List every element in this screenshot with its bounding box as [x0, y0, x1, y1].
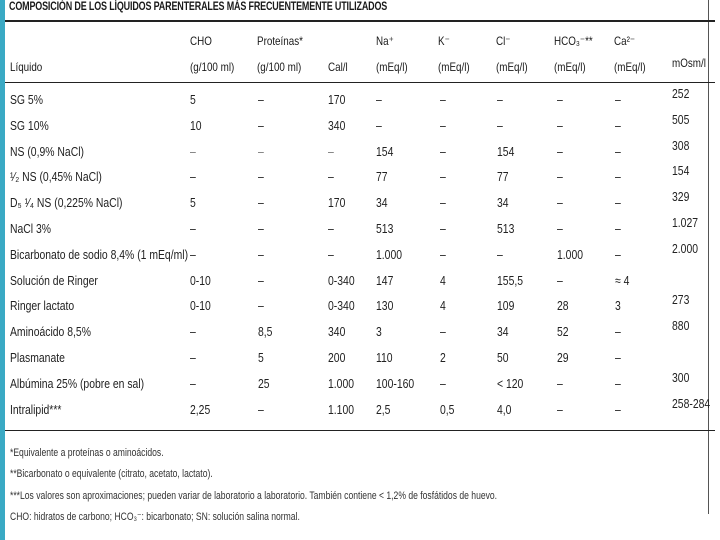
table-cell: 0-10 [190, 272, 211, 288]
table-cell: – [557, 117, 563, 133]
table-cell: – [615, 195, 621, 211]
table-cell: – [328, 143, 334, 159]
table-cell: – [497, 246, 503, 262]
table-cell: – [440, 375, 446, 391]
table-cell: – [190, 221, 196, 236]
table-cell: – [190, 169, 196, 185]
header-hco3: HCO₃⁻** [554, 34, 593, 48]
table-cell: 154 [672, 163, 690, 179]
table-cell: 110 [376, 350, 393, 365]
table-cell: – [615, 221, 621, 236]
table-cell: 0-340 [328, 272, 355, 288]
table-cell: – [557, 195, 563, 211]
table-cell: 29 [557, 350, 569, 365]
table-cell: 34 [497, 324, 509, 340]
table-cell: – [615, 324, 621, 340]
table-cell: ≈ 4 [615, 272, 630, 288]
table-cell: – [440, 324, 446, 340]
table-cell: – [557, 272, 563, 288]
table-cell: 340 [328, 117, 346, 133]
table-cell: – [190, 350, 196, 365]
table-cell: 77 [376, 169, 388, 185]
row-label: SG 10% [10, 117, 49, 133]
table-title: COMPOSICIÓN DE LOS LÍQUIDOS PARENTERALES MÁS FRECUENTEMENTE UTILIZADOS [9, 1, 388, 13]
table-cell: 170 [328, 195, 346, 211]
table-cell: – [258, 117, 264, 133]
table-cell: 147 [376, 272, 394, 288]
table-cell: – [258, 92, 264, 107]
header-rule [5, 82, 715, 83]
table-cell: 77 [497, 169, 509, 185]
table-cell: – [615, 92, 621, 107]
table-cell: – [440, 246, 446, 262]
top-rule [5, 20, 715, 22]
table-cell: – [557, 221, 563, 236]
table-cell: – [557, 143, 563, 159]
table-cell: – [615, 117, 621, 133]
table-cell: 10 [190, 117, 202, 133]
table-cell: < 120 [497, 375, 524, 391]
row-label: Bicarbonato de sodio 8,4% (1 mEq/ml) [10, 246, 189, 262]
table-cell: – [557, 92, 563, 107]
table-cell: 0-10 [190, 298, 211, 314]
row-label: NS (0,9% NaCl) [10, 143, 84, 159]
table-cell: 258-284 [672, 395, 711, 411]
table-cell: – [258, 401, 264, 417]
header-proteinas-unit: (g/100 ml) [257, 60, 302, 74]
table-cell: – [615, 246, 621, 262]
footnote-2: **Bicarbonato o equivalente (citrato, acetato, lactato). [10, 468, 213, 480]
table-cell: 1.000 [557, 246, 584, 262]
header-ca-unit: (mEq/l) [614, 60, 646, 74]
header-cho-unit: (g/100 ml) [190, 60, 235, 74]
table-cell: 170 [328, 92, 346, 107]
header-k-unit: (mEq/l) [438, 60, 470, 74]
table-cell: – [328, 221, 334, 236]
table-cell: 513 [376, 221, 394, 236]
table-cell: 3 [615, 298, 621, 314]
header-na: Na⁺ [376, 34, 394, 48]
header-liquido: Líquido [10, 60, 43, 74]
row-label: Plasmanate [10, 350, 65, 365]
table-cell: 155,5 [497, 272, 524, 288]
table-cell: – [258, 298, 264, 314]
table-cell: – [440, 143, 446, 159]
table-cell: 505 [672, 111, 690, 127]
table-cell: – [440, 117, 446, 133]
header-k: K⁻ [438, 34, 450, 48]
header-ca: Ca²⁻ [614, 34, 636, 48]
header-hco3-unit: (mEq/l) [554, 60, 586, 74]
row-label: Intralipid*** [10, 401, 62, 417]
table-cell: – [258, 221, 264, 236]
table-cell: – [258, 195, 264, 211]
table-cell: – [258, 246, 264, 262]
row-label: Solución de Ringer [10, 272, 98, 288]
table-cell: 2,5 [376, 401, 391, 417]
table-cell: – [440, 221, 446, 236]
row-label: D₅ ¹⁄₄ NS (0,225% NaCl) [10, 195, 123, 211]
table-cell: 308 [672, 137, 690, 153]
header-na-unit: (mEq/l) [376, 60, 408, 74]
table-cell: – [615, 169, 621, 185]
table-cell: 0,5 [440, 401, 455, 417]
table-cell: 3 [376, 324, 382, 340]
table-cell: 273 [672, 292, 690, 308]
table-cell: 1.000 [376, 246, 403, 262]
table-cell: 5 [190, 92, 196, 107]
table-cell: – [615, 350, 621, 365]
table-cell: 340 [328, 324, 346, 340]
table-cell: – [440, 92, 446, 107]
header-cl: Cl⁻ [496, 34, 511, 48]
footer-rule [5, 430, 715, 431]
table-cell: 880 [672, 318, 690, 334]
header-cl-unit: (mEq/l) [496, 60, 528, 74]
footnote-3: ***Los valores son aproximaciones; pueden variar de laboratorio a laboratorio. También contiene < 1,2% de fosfátidos de huevo. [10, 490, 498, 502]
table-cell: – [497, 117, 503, 133]
table-cell: 130 [376, 298, 394, 314]
table-cell: 1.000 [328, 375, 355, 391]
row-label: NaCl 3% [10, 221, 52, 236]
table-cell: 329 [672, 189, 690, 205]
header-cho: CHO [190, 34, 212, 48]
footnote-1: *Equivalente a proteínas o aminoácidos. [10, 447, 164, 459]
table-cell: 4 [440, 298, 446, 314]
table-cell: 8,5 [258, 324, 273, 340]
table-cell: – [557, 169, 563, 185]
table-cell: 1.100 [328, 401, 355, 417]
table-cell: 1.027 [672, 215, 699, 230]
row-label: Aminoácido 8,5% [10, 324, 91, 340]
header-mosm: mOsm/l [672, 56, 706, 70]
header-proteinas: Proteínas* [257, 34, 303, 48]
table-cell: 109 [497, 298, 515, 314]
table-cell: – [328, 169, 334, 185]
table-cell: – [376, 117, 382, 133]
table-cell: – [190, 143, 196, 159]
footnote-4: CHO: hidratos de carbono; HCO₃⁻: bicarbonato; SN: solución salina normal. [10, 511, 300, 523]
table-cell: – [497, 92, 503, 107]
table-cell: 4 [440, 272, 446, 288]
table-cell: – [440, 195, 446, 211]
row-label: Ringer lactato [10, 298, 75, 314]
table-cell: 25 [258, 375, 270, 391]
table-cell: – [190, 246, 196, 262]
table-cell: 154 [376, 143, 394, 159]
table-cell: – [258, 272, 264, 288]
table-cell: – [190, 324, 196, 340]
table-cell: 2.000 [672, 240, 699, 256]
table-cell: 200 [328, 350, 346, 365]
table-cell: 0-340 [328, 298, 355, 314]
table-cell: 2 [440, 350, 446, 365]
table-cell: 300 [672, 369, 690, 385]
table-cell: 52 [557, 324, 569, 340]
table-cell: 4,0 [497, 401, 512, 417]
table-cell: – [190, 375, 196, 391]
table-cell: – [615, 143, 621, 159]
table-cell: 100-160 [376, 375, 415, 391]
table-cell: 34 [497, 195, 509, 211]
row-label: SG 5% [10, 92, 43, 107]
table-cell: – [557, 375, 563, 391]
table-cell: 2,25 [190, 401, 211, 417]
table-cell: – [376, 92, 382, 107]
table-cell: 5 [190, 195, 196, 211]
table-cell: – [258, 143, 264, 159]
table-cell: – [615, 401, 621, 417]
table-cell: 28 [557, 298, 569, 314]
table-cell: 513 [497, 221, 515, 236]
table-cell: 154 [497, 143, 515, 159]
row-label: Albúmina 25% (pobre en sal) [10, 375, 145, 391]
table-cell: 5 [258, 350, 264, 365]
row-label: ¹⁄₂ NS (0,45% NaCl) [10, 169, 102, 185]
table-cell: – [557, 401, 563, 417]
table-cell: – [615, 375, 621, 391]
table-cell: – [258, 169, 264, 185]
table-cell: 34 [376, 195, 388, 211]
table-cell: 50 [497, 350, 509, 365]
table-cell: 252 [672, 86, 690, 101]
header-cal: Cal/l [328, 60, 348, 74]
table-cell: – [328, 246, 334, 262]
table-cell: – [440, 169, 446, 185]
